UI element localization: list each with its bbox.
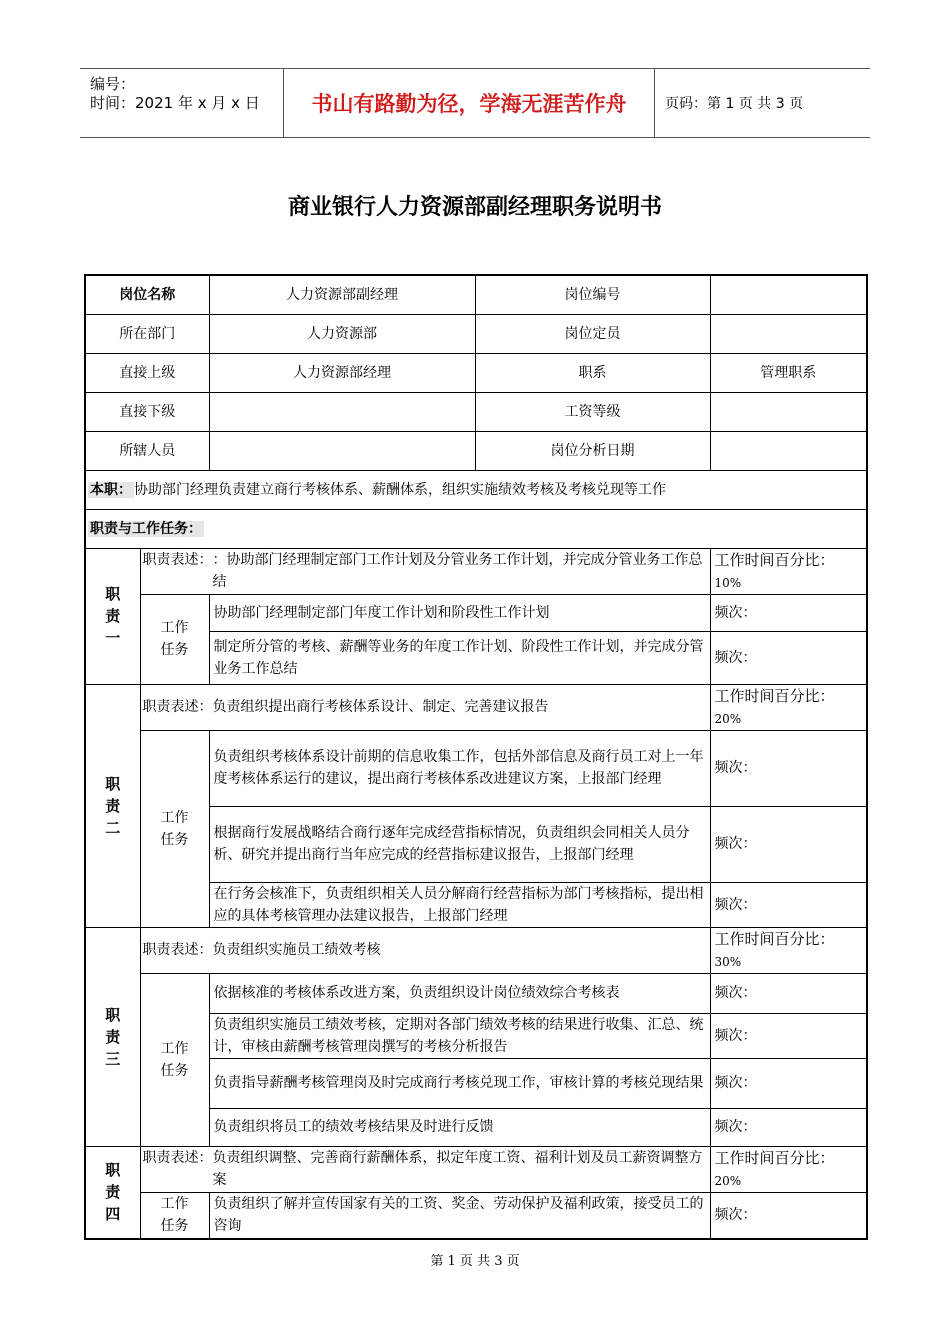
section-title: 职责与工作任务： — [90, 520, 202, 537]
section-title-row — [85, 509, 867, 548]
basic-label: 岗位定员 — [475, 314, 710, 353]
duty-label: 职责二 — [85, 684, 140, 927]
task-row — [85, 973, 867, 1013]
task-text: 负责组织了解并宣传国家有关的工资、奖金、劳动保护及福利政策，接受员工的咨询 — [209, 1192, 710, 1239]
duty-label: 职责三 — [85, 927, 140, 1146]
task-freq: 频次： — [710, 594, 867, 631]
task-text: 负责组织实施员工绩效考核，定期对各部门绩效考核的结果进行收集、汇总、统计，审核由薪酬考核管理岗撰写的考核分析报告 — [209, 1013, 710, 1058]
basic-label: 工资等级 — [475, 392, 710, 431]
task-freq: 频次： — [710, 1058, 867, 1108]
basic-row — [85, 431, 867, 470]
document-header — [80, 68, 870, 138]
task-freq: 频次： — [710, 882, 867, 927]
duty-pct: 工作时间百分比： 20% — [710, 1146, 867, 1192]
basic-value — [209, 392, 475, 431]
task-text: 负责组织考核体系设计前期的信息收集工作，包括外部信息及商行员工对上一年度考核体系运行的建议，提出商行考核体系改进建议方案，上报部门经理 — [209, 730, 710, 806]
basic-value — [710, 431, 867, 470]
main-duty-row — [85, 470, 867, 509]
page-footer: 第 1 页 共 3 页 — [430, 1254, 520, 1269]
duty-desc-row — [85, 684, 867, 730]
task-freq: 频次： — [710, 806, 867, 882]
duty-pct: 工作时间百分比： 20% — [710, 684, 867, 730]
task-label: 工作任务 — [140, 1192, 209, 1239]
page-info: 页码：第 1 页 共 3 页 — [665, 96, 804, 112]
duty-desc-row — [85, 1146, 867, 1192]
header-page-cell — [655, 69, 870, 137]
basic-label: 岗位编号 — [475, 275, 710, 314]
task-text: 负责指导薪酬考核管理岗及时完成商行考核兑现工作，审核计算的考核兑现结果 — [209, 1058, 710, 1108]
duty-desc: 职责表述：负责组织实施员工绩效考核 — [140, 927, 710, 973]
task-row — [85, 730, 867, 806]
basic-label: 直接上级 — [85, 353, 209, 392]
basic-label: 所辖人员 — [85, 431, 209, 470]
task-freq: 频次： — [710, 730, 867, 806]
task-text: 制定所分管的考核、薪酬等业务的年度工作计划、阶段性工作计划，并完成分管业务工作总结 — [209, 631, 710, 684]
main-duty-label: 本职： — [90, 481, 132, 498]
motto: 书山有路勤为径，学海无涯苦作舟 — [311, 92, 627, 116]
basic-value — [710, 314, 867, 353]
task-freq: 频次： — [710, 973, 867, 1013]
duty-desc: 职责表述： 负责组织调整、完善商行薪酬体系，拟定年度工资、福利计划及员工薪资调整方案 — [140, 1146, 710, 1192]
basic-value: 人力资源部经理 — [209, 353, 475, 392]
basic-label: 所在部门 — [85, 314, 209, 353]
duty-label: 职责四 — [85, 1146, 140, 1239]
task-label: 工作任务 — [140, 730, 209, 927]
task-freq: 频次： — [710, 631, 867, 684]
duty-pct: 工作时间百分比： 10% — [710, 548, 867, 594]
basic-value — [209, 431, 475, 470]
basic-value: 管理职系 — [710, 353, 867, 392]
basic-row — [85, 392, 867, 431]
number-label: 编号： — [90, 75, 136, 93]
task-row — [85, 594, 867, 631]
task-freq: 频次： — [710, 1013, 867, 1058]
job-description-table — [84, 274, 868, 1240]
basic-label: 岗位名称 — [85, 275, 209, 314]
basic-row — [85, 314, 867, 353]
main-duty-text: 协助部门经理负责建立商行考核体系、薪酬体系，组织实施绩效考核及考核兑现等工作 — [134, 481, 666, 498]
task-text: 在行务会核准下，负责组织相关人员分解商行经营指标为部门考核指标，提出相应的具体考核管理办法建议报告，上报部门经理 — [209, 882, 710, 927]
basic-row — [85, 353, 867, 392]
basic-label: 职系 — [475, 353, 710, 392]
duty-desc-row — [85, 548, 867, 594]
basic-value: 人力资源部 — [209, 314, 475, 353]
task-text: 根据商行发展战略结合商行逐年完成经营指标情况，负责组织会同相关人员分析、研究并提出商行当年应完成的经营指标建议报告，上报部门经理 — [209, 806, 710, 882]
basic-value — [710, 392, 867, 431]
duty-desc-row — [85, 927, 867, 973]
basic-label: 直接下级 — [85, 392, 209, 431]
duty-label: 职责一 — [85, 548, 140, 684]
duty-desc: 职责表述： ：协助部门经理制定部门工作计划及分管业务工作计划，并完成分管业务工作总结 — [140, 548, 710, 594]
basic-label: 岗位分析日期 — [475, 431, 710, 470]
task-freq: 频次： — [710, 1108, 867, 1146]
task-text: 负责组织将员工的绩效考核结果及时进行反馈 — [209, 1108, 710, 1146]
duty-desc: 职责表述：负责组织提出商行考核体系设计、制定、完善建议报告 — [140, 684, 710, 730]
header-motto-cell — [283, 69, 655, 137]
date-label: 时间：2021 年 x 月 x 日 — [90, 94, 260, 112]
basic-value: 人力资源部副经理 — [209, 275, 475, 314]
basic-row — [85, 275, 867, 314]
duty-pct: 工作时间百分比： 30% — [710, 927, 867, 973]
document-title: 商业银行人力资源部副经理职务说明书 — [287, 195, 662, 220]
task-label: 工作任务 — [140, 973, 209, 1146]
task-freq: 频次： — [710, 1192, 867, 1239]
header-meta — [80, 69, 283, 137]
task-text: 依据核准的考核体系改进方案，负责组织设计岗位绩效综合考核表 — [209, 973, 710, 1013]
task-text: 协助部门经理制定部门年度工作计划和阶段性工作计划 — [209, 594, 710, 631]
basic-value — [710, 275, 867, 314]
task-label: 工作任务 — [140, 594, 209, 684]
task-row — [85, 1192, 867, 1239]
